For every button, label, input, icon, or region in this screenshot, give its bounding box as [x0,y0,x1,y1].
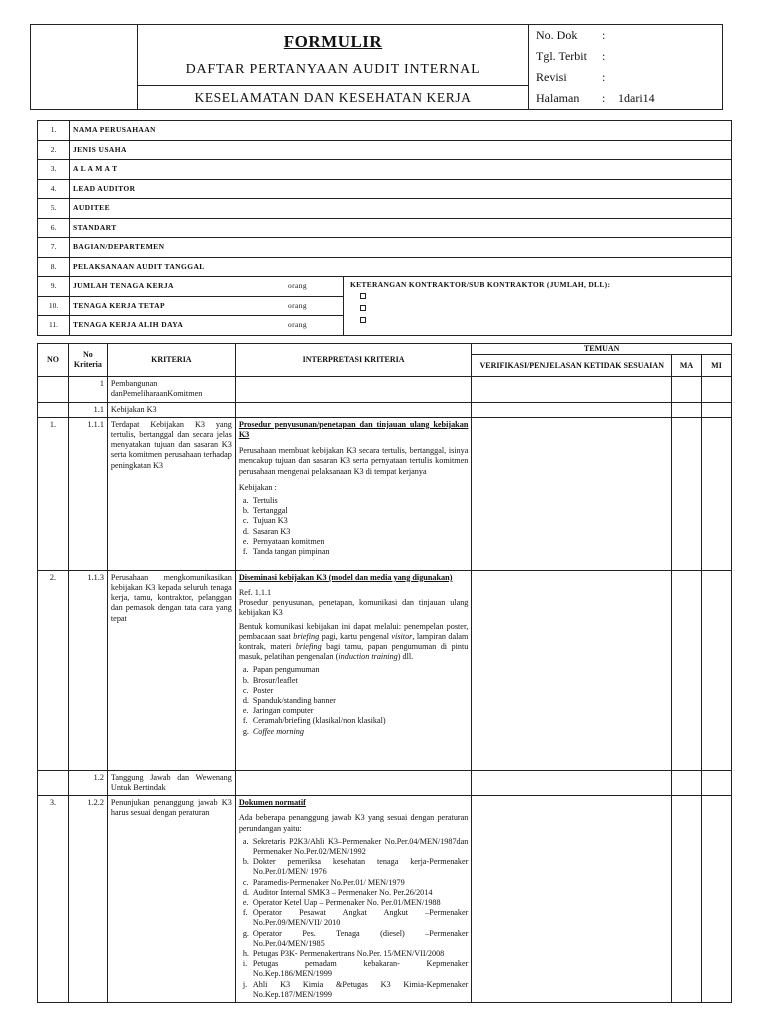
logo-area [31,25,138,110]
col-header-ma: MA [672,355,702,377]
meta-row: Tgl. Terbit : [536,49,606,63]
col-header-mi: MI [702,355,732,377]
meta-row: No. Dok : [536,28,606,42]
ma-cell[interactable] [672,377,702,402]
form-subtitle-2: KESELAMATAN DAN KESEHATAN KERJA [138,86,529,110]
info-field-tenaga-kerja-tetap[interactable]: TENAGA KERJA TETAP orang [70,296,344,316]
row-number: 11. [38,316,70,336]
verification-cell[interactable] [472,417,672,570]
info-field-nama-perusahaan[interactable]: NAMA PERUSAHAAN [70,121,732,141]
col-header-interpretasi: INTERPRETASI KRITERIA [235,344,472,377]
meta-row: Halaman : 1dari14 [536,91,655,105]
form-title: FORMULIR [283,32,383,51]
col-header-kriteria: KRITERIA [107,344,235,377]
table-row [38,402,732,417]
keterangan-kontraktor[interactable] [344,277,732,336]
row-number: 1. [38,417,69,570]
info-field-jumlah-tenaga-kerja[interactable]: JUMLAH TENAGA KERJA orang [70,277,344,297]
info-field-alamat[interactable]: A L A M A T [70,160,732,180]
col-header-no: NO [38,344,69,377]
row-number: 6. [38,218,70,238]
table-row [38,796,732,1003]
ma-cell[interactable] [672,417,702,570]
info-field-standart[interactable]: STANDART [70,218,732,238]
table-row [38,770,732,795]
interpretation-cell: Dokumen normatif Ada beberapa penanggung jawab K3 yang sesuai dengan peraturan perundangan yaitu: a. Sekretaris P2K3/Ahli K3–Permenaker No.Per.04/MEN/1987dan Permenaker No.Per.02/MEN/1992 b. Dokter pemeriksa kesehatan tenaga kerja-Permenaker No.Per.01/MEN/ 1976 c. Paramedis-Permenaker No.Per.01/ MEN/1979 d. Auditor Internal SMK3 – Permenaker No. Per.26/2014 e. Operator Ketel Uap – Permenaker No. Per.01/MEN/1988 f. Operator Pesawat Angkat Angkut –Permenaker No.Per.09/MEN/VII/ 2010 g. Operator Pes. Tenaga (diesel) –Permenaker No.Per.04/MEN/1985 h. Petugas P3K- Permenakertrans No.Per. 15/MEN/VII/2008 i. Petugas pemadam kebakaran- Kepmenaker No.Kep.186/MEN/1999 j. Ahli K3 Kimia &Petugas K3 Kimia-Kepmenaker No.Kep.187/MEN/1999 [235,796,472,1003]
row-number: 4. [38,179,70,199]
verification-cell[interactable] [472,570,672,770]
ma-cell[interactable] [672,402,702,417]
row-number: 7. [38,238,70,258]
checkbox[interactable] [360,293,366,299]
table-row [38,377,732,402]
audit-table [37,343,732,1003]
form-header [30,24,723,110]
criteria-text: Pembangunan danPemeliharaanKomitmen [107,377,235,402]
mi-cell[interactable] [702,417,732,570]
document-meta [529,25,723,110]
row-number: 2. [38,140,70,160]
verification-cell[interactable] [472,796,672,1003]
mi-cell[interactable] [702,377,732,402]
ma-cell[interactable] [672,796,702,1003]
criteria-number: 1.1 [68,402,107,417]
criteria-number: 1.2 [68,770,107,795]
ma-cell[interactable] [672,570,702,770]
info-field-auditee[interactable]: AUDITEE [70,199,732,219]
row-number: 10. [38,296,70,316]
row-number: 1. [38,121,70,141]
verification-cell[interactable] [472,402,672,417]
info-field-bagian[interactable]: BAGIAN/DEPARTEMEN [70,238,732,258]
criteria-text: Terdapat Kebijakan K3 yang tertulis, bertanggal dan secara jelas menyatakan tujuan dan sasaran K3 serta komitmen perusahaan terhadap peningkatan K3 [107,417,235,570]
criteria-number: 1.1.3 [68,570,107,770]
criteria-text: Penunjukan penanggung jawab K3 harus sesuai dengan peraturan [107,796,235,1003]
interpretation-cell: Diseminasi kebijakan K3 (model dan media yang digunakan) Ref. 1.1.1 Prosedur penyusunan, penetapan, komunikasi dan tinjauan ulang kebijakan K3 Bentuk komunikasi kebijakan ini dapat melalui: penempelan poster, pembacaan saat briefing pagi, kartu pengenal visitor, lampiran dalam kontrak, materi briefing bagi tamu, papan pengumuman di pintu masuk, pelatihan pengenalan (induction training) dll. a. Papan pengumuman b. Brosur/leaflet c. Poster d. Spanduk/standing banner e. Jaringan computer f. Ceramah/briefing (klasikal/non klasikal) g. Coffee morning [235,570,472,770]
row-number: 8. [38,257,70,277]
col-header-verifikasi: VERIFIKASI/PENJELASAN KETIDAK SESUAIAN [472,355,672,377]
criteria-text: Perusahaan mengkomunikasikan kebijakan K3 kepada seluruh tenaga kerja, tamu, kontraktor, pelanggan dan pemasok dengan tata cara yang tepat [107,570,235,770]
meta-row: Revisi : [536,70,606,84]
interpretation-cell: Prosedur penyusunan/penetapan dan tinjauan ulang kebijakan K3 Perusahaan membuat kebijakan K3 secara tertulis, bertanggal, isinya mencakup tujuan dan sasaran K3 serta pernyataan tertulis komitmen perusahaan mengenai pelaksanaan K3 di tempat kerjanya Kebijakan : a. Tertulis b. Tertanggal c. Tujuan K3 d. Sasaran K3 e. Pernyataan komitmen f. Tanda tangan pimpinan [235,417,472,570]
criteria-number: 1 [68,377,107,402]
title-cell [138,25,529,86]
checkbox[interactable] [360,305,366,311]
checkbox[interactable] [360,317,366,323]
verification-cell[interactable] [472,770,672,795]
criteria-text: Tanggung Jawab dan Wewenang Untuk Bertindak [107,770,235,795]
col-header-no-kriteria: No Kriteria [68,344,107,377]
mi-cell[interactable] [702,570,732,770]
criteria-number: 1.1.1 [68,417,107,570]
table-row [38,570,732,770]
info-field-tenaga-kerja-alih-daya[interactable]: TENAGA KERJA ALIH DAYA orang [70,316,344,336]
ma-cell[interactable] [672,770,702,795]
info-field-pelaksanaan[interactable]: PELAKSANAAN AUDIT TANGGAL [70,257,732,277]
info-field-lead-auditor[interactable]: LEAD AUDITOR [70,179,732,199]
row-number: 3. [38,160,70,180]
row-number: 3. [38,796,69,1003]
mi-cell[interactable] [702,402,732,417]
criteria-text: Kebijakan K3 [107,402,235,417]
form-subtitle: DAFTAR PERTANYAAN AUDIT INTERNAL [185,62,481,77]
mi-cell[interactable] [702,796,732,1003]
table-row [38,417,732,570]
info-table [37,120,732,336]
info-field-jenis-usaha[interactable]: JENIS USAHA [70,140,732,160]
mi-cell[interactable] [702,770,732,795]
verification-cell[interactable] [472,377,672,402]
row-number: 2. [38,570,69,770]
col-header-temuan: TEMUAN [472,344,732,355]
keterangan-label: KETERANGAN KONTRAKTOR/SUB KONTRAKTOR (JUMLAH, DLL): [350,280,611,289]
row-number: 5. [38,199,70,219]
criteria-number: 1.2.2 [68,796,107,1003]
row-number: 9. [38,277,70,297]
